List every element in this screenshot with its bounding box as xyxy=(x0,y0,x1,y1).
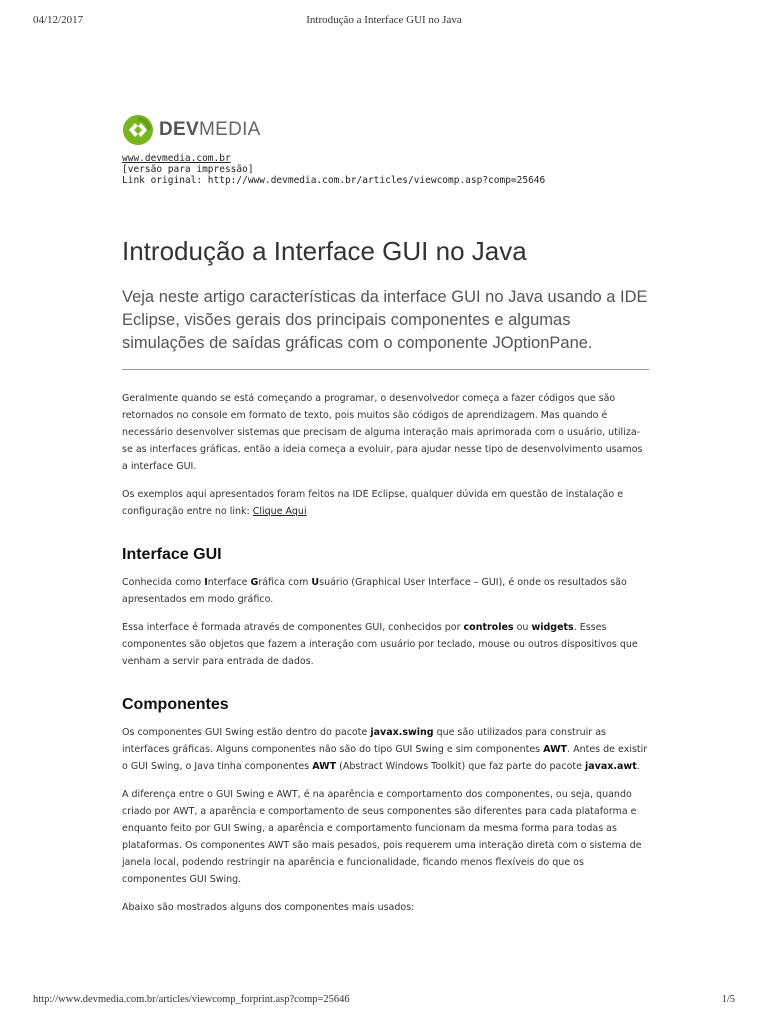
print-title: Introdução a Interface GUI no Java xyxy=(306,14,462,26)
section-heading-componentes: Componentes xyxy=(122,696,229,713)
page-number: 1/5 xyxy=(721,994,735,1005)
section2-paragraph-3: Abaixo são mostrados alguns dos componentes mais usados: xyxy=(122,902,415,913)
devmedia-logo-icon xyxy=(122,114,154,146)
devmedia-logo[interactable] xyxy=(122,114,261,146)
print-header xyxy=(33,14,735,28)
logo-wordmark xyxy=(159,119,261,141)
article-lead: Veja neste artigo características da interface GUI no Java usando a IDE Eclipse, visões gerais dos principais componentes e algumas simulações de saídas gráficas com o componente JOptionPane. xyxy=(122,288,648,352)
print-version-label: [versão para impressão] xyxy=(122,164,254,175)
article-meta xyxy=(122,153,545,186)
original-link-url[interactable]: http://www.devmedia.com.br/articles/viewcomp.asp?comp=25646 xyxy=(207,175,546,186)
divider xyxy=(122,369,649,370)
article-body xyxy=(122,390,649,916)
article-title: Introdução a Interface GUI no Java xyxy=(122,236,527,266)
clique-aqui-link[interactable]: Clique Aqui xyxy=(252,506,307,517)
site-link[interactable]: www.devmedia.com.br xyxy=(122,153,231,164)
logo-part1: DEV xyxy=(159,119,199,140)
intro-paragraph-1: Geralmente quando se está começando a programar, o desenvolvedor começa a fazer códigos que são retornados no console em formato de texto, pois muitos são códigos de aprendizagem. Mas quando é necessário desenvolver sistemas que precisam de alguma interação mais aprimorada com o usuário, utiliza-se as interfaces gráficas, então a ideia começa a evoluir, para ajudar nesse tipo de desenvolvimento usamos a interface GUI. xyxy=(122,393,643,472)
section2-paragraph-1: Os componentes GUI Swing estão dentro do pacote javax.swing que são utilizados para construir as interfaces gráficas. Alguns componentes não são do tipo GUI Swing e sim componentes AWT. Antes de existir o GUI Swing, o Java tinha componentes AWT (Abstract Windows Toolkit) que faz parte do pacote javax.awt. xyxy=(122,727,648,772)
intro-paragraph-2: Os exemplos aqui apresentados foram feitos na IDE Eclipse, qualquer dúvida em questão de instalação e configuração entre no link: Clique Aqui xyxy=(122,489,624,517)
logo-part2: MEDIA xyxy=(198,119,261,140)
article xyxy=(122,232,649,927)
section1-paragraph-2: Essa interface é formada através de componentes GUI, conhecidos por controles ou widgets. Esses componentes são objetos que fazem a interação com usuário por teclado, mouse ou outros dispositivos que venham a servir para entrada de dados. xyxy=(122,622,638,667)
section2-paragraph-2: A diferença entre o GUI Swing e AWT, é na aparência e comportamento dos componentes, ou seja, quando criado por AWT, a aparência e comportamento de seus componentes são diferentes para cada plataforma e enquanto feito por GUI Swing, a aparência e comportamento funcionam da mesma forma para todas as plataformas. Os componentes AWT são mais pesados, pois requerem uma interação direta com o sistema de janela local, podendo restringir na aparência e funcionalidade, ficando menos flexíveis do que os componentes GUI Swing. xyxy=(122,789,642,885)
section1-paragraph-1: Conhecida como Interface Gráfica com Usuário (Graphical User Interface – GUI), é onde os resultados são apresentados em modo gráfico. xyxy=(122,577,627,605)
original-link-label: Link original: xyxy=(122,175,208,186)
footer-url: http://www.devmedia.com.br/articles/viewcomp_forprint.asp?comp=25646 xyxy=(33,994,350,1005)
section-heading-interface-gui: Interface GUI xyxy=(122,546,222,563)
print-date: 04/12/2017 xyxy=(33,14,84,26)
print-footer xyxy=(33,994,735,1008)
